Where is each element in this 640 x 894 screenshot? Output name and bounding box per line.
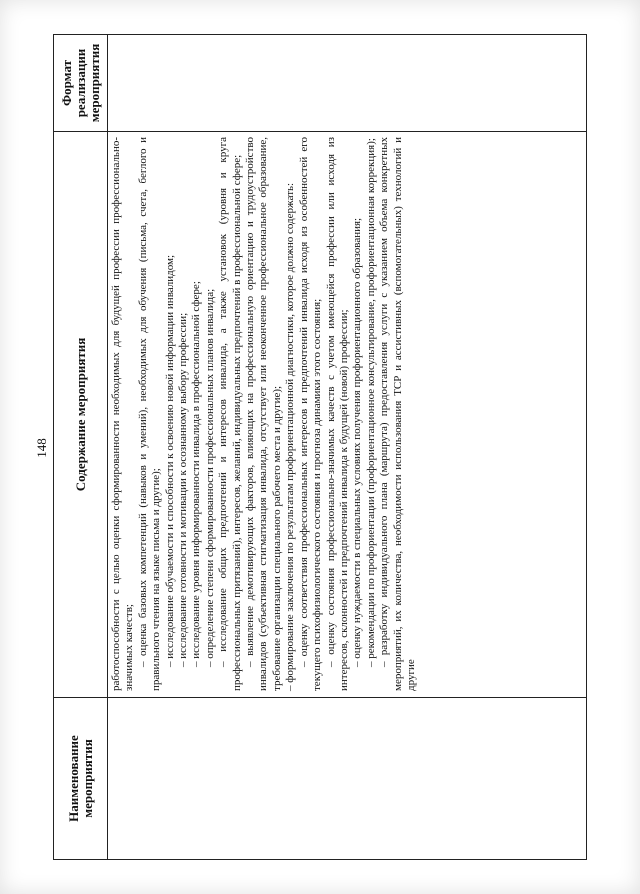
content-line: – исследование общих предпочтений и интересов инвалида, а также установок (уровня и круга профессиональных притязаний), интересов, желаний, индивидуальных предпочтений в профессиональной сфере; (217, 137, 243, 691)
header-activity-format: Формат реализации мероприятия (54, 35, 108, 131)
page-number: 148 (34, 438, 49, 458)
content-line: – оценку состояния профессионально-значимых качеств с учетом имеющейся профессии или исходя из интересов, склонностей и предпочтений инвалида к будущей (новой) профессии; (324, 137, 350, 691)
content-line: – исследование обучаемости и способности к освоению новой информации инвалидом; (163, 254, 176, 667)
cell-activity-format (108, 35, 586, 131)
content-line: работоспособности с целью оценки сформированности необходимых для будущей профессии профессионально-значимых качеств; (110, 137, 136, 691)
content-line: – разработку индивидуального плана (маршрута) предоставления услуги с указанием объема конкретных мероприятий, их количества, необходимости использования ТСР и ассистивных (вспомогательных) технологий и другие (378, 137, 417, 691)
content-line: – исследование готовности и мотивации к осознанному выбору профессии; (177, 312, 190, 667)
rotated-page (53, 34, 587, 860)
content-line: – оценку нуждаемости в специальных условиях получения профориентационного образования; (351, 217, 364, 667)
content-line: – исследование уровня информированности инвалида в профессиональной сфере; (190, 281, 203, 667)
content-line: – оценка базовых компетенций (навыков и умений), необходимых для обучения (письма, счета, беглого и правильного чтения на языке письма и другие); (136, 137, 163, 691)
activity-table (53, 34, 587, 860)
cell-activity-content (108, 131, 586, 697)
header-activity-content: Содержание мероприятия (54, 131, 108, 697)
content-line: – рекомендации по профориентации (профориентационное консультирование, профориентационная коррекция); (364, 138, 377, 667)
content-line: – оценку соответствия профессиональных интересов и предпочтений инвалида исходя из особенностей его текущего психофизиологического состояния и прогноза динамики этого состояния; (297, 137, 324, 691)
content-line: – определение степени сформированности профессиональных планов инвалида; (203, 288, 216, 667)
header-activity-name: Наименование мероприятия (54, 697, 108, 859)
content-line: – выявление демотивирующих факторов, влияющих на профессиональную ориентацию и трудоустройство инвалидов (субъективная стигматизация инвалида, отсутствует или неоконченное профессиональное образование, требование организации специального рабочего места и другие); (244, 137, 283, 691)
content-line: – формирование заключения по результатам профориентационной диагностики, которое должно содержать: (284, 182, 297, 691)
cell-activity-name (108, 697, 586, 859)
